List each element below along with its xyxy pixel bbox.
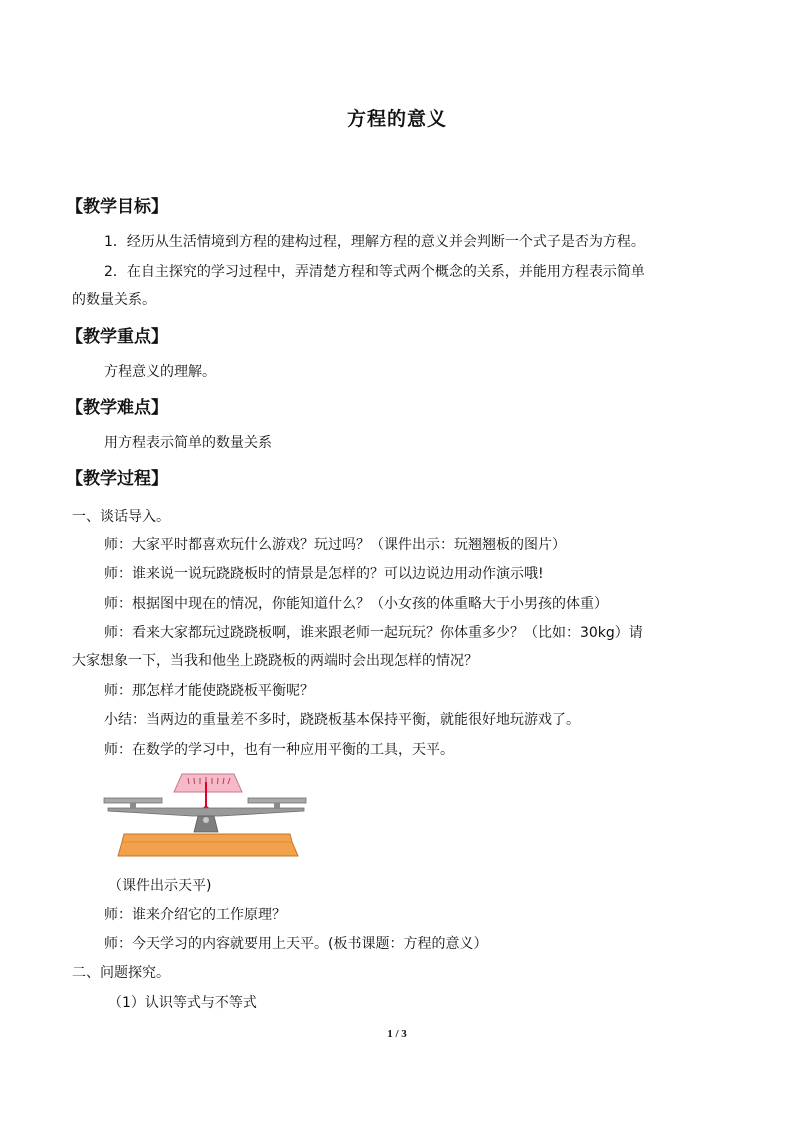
section-heading-key-point: 【教学重点】 bbox=[66, 327, 168, 347]
page-title: 方程的意义 bbox=[346, 108, 447, 130]
goal-line-2: 2．在自主探究的学习过程中，弄清楚方程和等式两个概念的关系，并能用方程表示简单 bbox=[104, 264, 645, 280]
process-line: 师：大家平时都喜欢玩什么游戏？玩过吗？（课件出示：玩翘翘板的图片） bbox=[104, 537, 566, 553]
balance-scale-icon bbox=[102, 770, 310, 860]
key-point-line: 方程意义的理解。 bbox=[104, 364, 216, 380]
process-line: （1）认识等式与不等式 bbox=[108, 995, 257, 1011]
page-number: 1 / 3 bbox=[387, 1028, 407, 1040]
section-heading-goals: 【教学目标】 bbox=[66, 197, 168, 217]
process-line: 师：在数学的学习中，也有一种应用平衡的工具，天平。 bbox=[104, 742, 454, 758]
process-line: 师：谁来介绍它的工作原理？ bbox=[104, 907, 286, 923]
process-line: 一、谈话导入。 bbox=[72, 509, 170, 525]
goal-line-3: 的数量关系。 bbox=[72, 292, 156, 308]
process-line: 师：谁来说一说玩跷跷板时的情景是怎样的？可以边说边用动作演示哦! bbox=[104, 566, 544, 582]
process-line: 大家想象一下，当我和他坐上跷跷板的两端时会出现怎样的情况？ bbox=[72, 653, 478, 669]
goal-line-1: 1．经历从生活情境到方程的建构过程，理解方程的意义并会判断一个式子是否为方程。 bbox=[104, 234, 645, 250]
difficulty-line: 用方程表示简单的数量关系 bbox=[104, 435, 272, 451]
process-line: （课件出示天平) bbox=[108, 878, 212, 894]
process-line: 小结：当两边的重量差不多时，跷跷板基本保持平衡，就能很好地玩游戏了。 bbox=[104, 712, 580, 728]
section-heading-process: 【教学过程】 bbox=[66, 469, 168, 489]
process-line: 师：根据图中现在的情况，你能知道什么？（小女孩的体重略大于小男孩的体重） bbox=[104, 596, 608, 612]
section-heading-difficulty: 【教学难点】 bbox=[66, 398, 168, 418]
process-line: 师：看来大家都玩过跷跷板啊，谁来跟老师一起玩玩？你体重多少？（比如：30kg）请 bbox=[104, 625, 643, 641]
process-line: 师：那怎样才能使跷跷板平衡呢？ bbox=[104, 683, 314, 699]
process-line: 二、问题探究。 bbox=[72, 965, 170, 981]
process-line: 师：今天学习的内容就要用上天平。(板书课题：方程的意义） bbox=[104, 936, 488, 952]
